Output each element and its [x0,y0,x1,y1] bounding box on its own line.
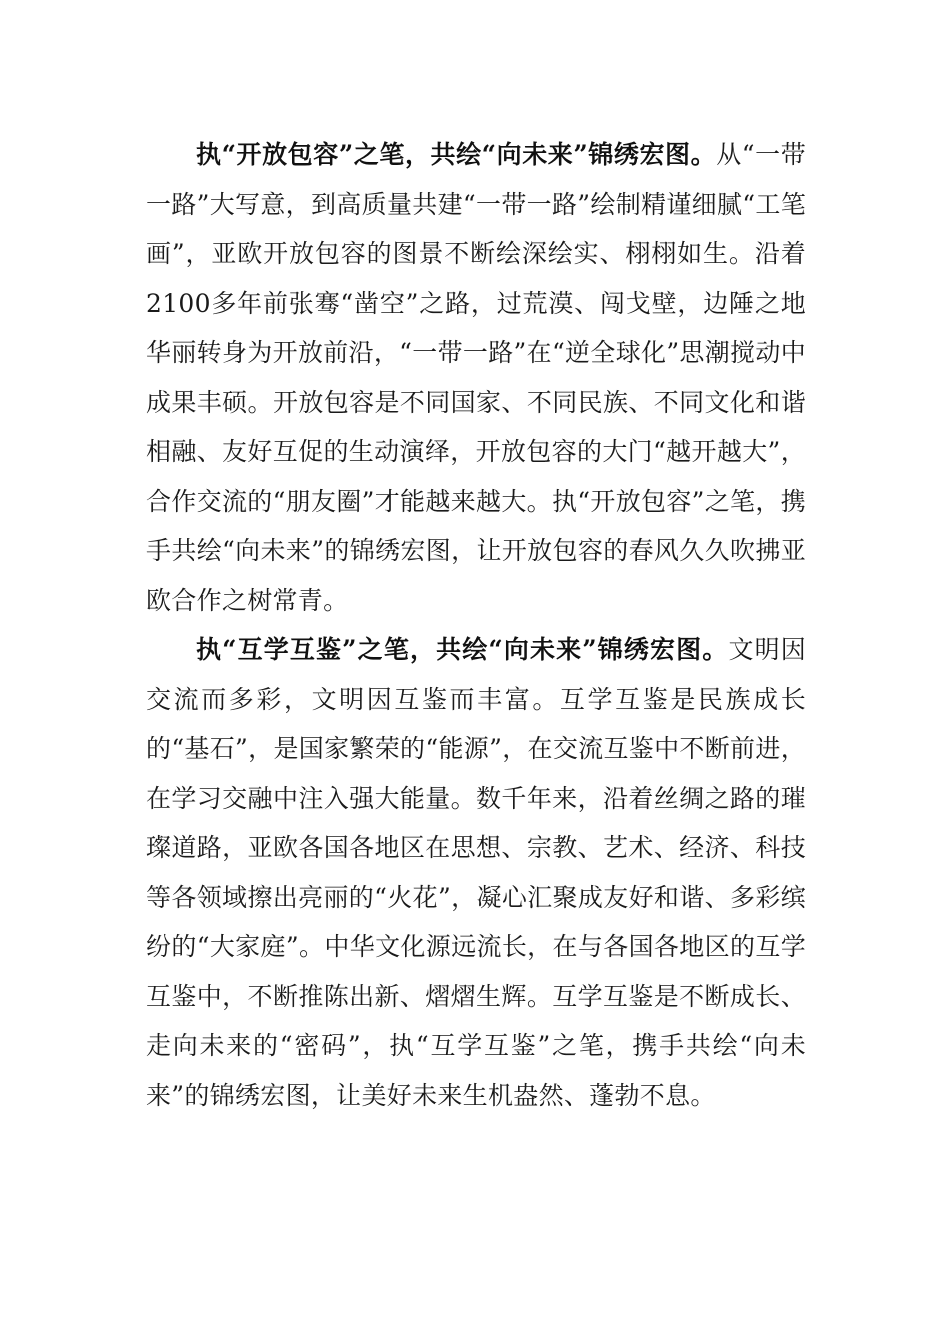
paragraph-open-inclusive [146,130,806,625]
document-body [146,130,806,1120]
paragraph-mutual-learning [146,625,806,1120]
paragraph-body-text: 从“一带一路”大写意，到高质量共建“一带一路”绘制精谨细腻“工笔画”，亚欧开放包容的图景不断绘深绘实、栩栩如生。沿着2100多年前张骞“凿空”之路，过荒漠、闯戈壁，边陲之地华丽转身为开放前沿，“一带一路”在“逆全球化”思潮搅动中成果丰硕。开放包容是不同国家、不同民族、不同文化和谐相融、友好互促的生动演绎，开放包容的大门“越开越大”，合作交流的“朋友圈”才能越来越大。执“开放包容”之笔，携手共绘“向未来”的锦绣宏图，让开放包容的春风久久吹拂亚欧合作之树常青。 [146,140,806,615]
paragraph-lead-heading: 执“开放包容”之笔，共绘“向未来”锦绣宏图。 [196,140,717,169]
paragraph-lead-heading: 执“互学互鉴”之笔，共绘“向未来”锦绣宏图。 [196,635,729,664]
paragraph-body-text: 文明因交流而多彩，文明因互鉴而丰富。互学互鉴是民族成长的“基石”，是国家繁荣的“能源”，在交流互鉴中不断前进，在学习交融中注入强大能量。数千年来，沿着丝绸之路的璀璨道路，亚欧各国各地区在思想、宗教、艺术、经济、科技等各领域擦出亮丽的“火花”，凝心汇聚成友好和谐、多彩缤纷的“大家庭”。中华文化源远流长，在与各国各地区的互学互鉴中，不断推陈出新、熠熠生辉。互学互鉴是不断成长、走向未来的“密码”，执“互学互鉴”之笔，携手共绘“向未来”的锦绣宏图，让美好未来生机盎然、蓬勃不息。 [146,635,807,1110]
